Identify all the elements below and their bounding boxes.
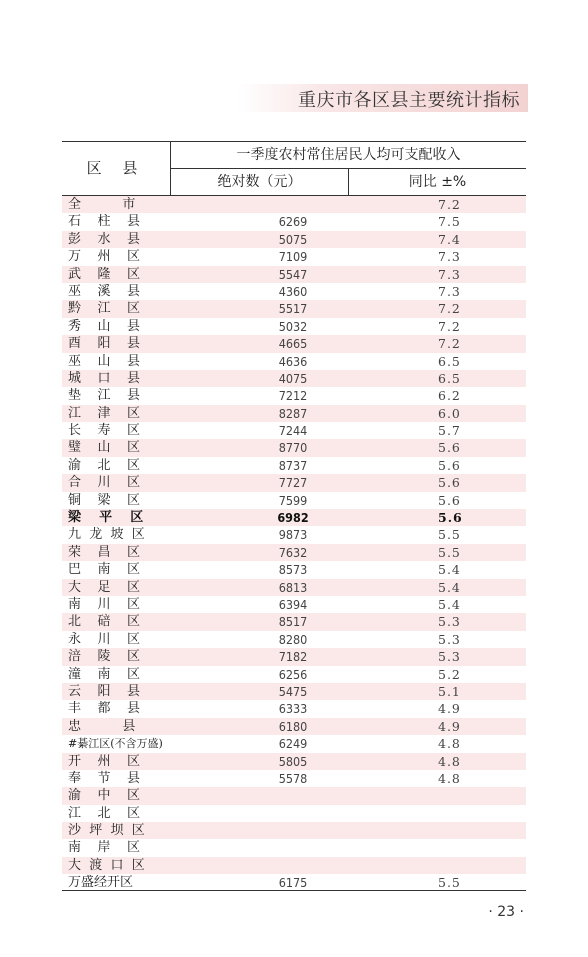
yoy-value: 7.5 <box>438 214 461 230</box>
absolute-value: 8737 <box>278 457 308 473</box>
table-row <box>62 439 526 456</box>
table-row <box>62 492 526 509</box>
absolute-value: 7109 <box>278 249 308 265</box>
yoy-value: 4.8 <box>438 736 461 752</box>
absolute-value: 6394 <box>278 596 308 612</box>
absolute-value: 5805 <box>278 753 308 769</box>
table-row <box>62 613 526 630</box>
yoy-value: 4.9 <box>438 701 461 717</box>
region-name: 江 北 区 <box>68 805 141 821</box>
yoy-value: 5.3 <box>438 631 461 647</box>
region-name: 奉 节 县 <box>68 770 141 786</box>
region-name: 万 州 区 <box>68 249 141 265</box>
absolute-value: 5578 <box>278 770 308 786</box>
region-name: 荣 昌 区 <box>68 544 141 560</box>
title-band <box>238 84 528 112</box>
region-name: 城 口 县 <box>68 370 141 386</box>
yoy-value: 7.2 <box>438 318 461 334</box>
region-name: 巫 溪 县 <box>68 283 141 299</box>
region-name: 大 足 区 <box>68 579 141 595</box>
yoy-value: 7.2 <box>438 197 461 212</box>
absolute-value: 8280 <box>278 631 308 647</box>
table-row <box>62 526 526 543</box>
region-name: 秀 山 县 <box>68 318 141 334</box>
yoy-value: 5.3 <box>438 614 461 630</box>
yoy-value: 5.6 <box>438 492 461 508</box>
yoy-value: 4.8 <box>438 770 461 786</box>
region-name: 梁 平 区 <box>68 510 144 526</box>
table-row <box>62 631 526 648</box>
absolute-value: 5547 <box>278 266 308 282</box>
region-name: 合 川 区 <box>68 475 141 491</box>
region-name: 北 碚 区 <box>68 614 141 630</box>
region-name: 渝 北 区 <box>68 457 141 473</box>
region-name: 云 阳 县 <box>68 683 141 699</box>
table-row <box>62 579 526 596</box>
absolute-value: 8770 <box>278 440 308 456</box>
table-row <box>62 248 526 265</box>
region-name: 九 龙 坡 区 <box>68 527 145 543</box>
table-row <box>62 370 526 387</box>
region-name: 南 岸 区 <box>68 840 141 856</box>
region-name: 长 寿 区 <box>68 423 141 439</box>
page-title: 重庆市各区县主要统计指标 <box>298 90 520 111</box>
table-row <box>62 509 526 526</box>
table-row <box>62 648 526 665</box>
table-row <box>62 839 526 856</box>
table-row <box>62 405 526 422</box>
absolute-value: 6333 <box>278 701 308 717</box>
absolute-value: 6180 <box>278 718 308 734</box>
table-row <box>62 196 526 213</box>
yoy-value: 4.9 <box>438 718 461 734</box>
absolute-value: 4075 <box>278 370 308 386</box>
yoy-value: 7.3 <box>438 249 461 265</box>
yoy-value: 6.2 <box>438 388 461 404</box>
table-row <box>62 770 526 787</box>
region-name: 渝 中 区 <box>68 788 141 804</box>
absolute-value: 5032 <box>278 318 308 334</box>
yoy-value: 5.7 <box>438 423 461 439</box>
table-row <box>62 666 526 683</box>
stats-table <box>62 141 526 892</box>
table-row <box>62 387 526 404</box>
absolute-value: 7244 <box>278 423 308 439</box>
absolute-value: 8287 <box>278 405 308 421</box>
absolute-value: 5475 <box>278 683 308 699</box>
yoy-value: 5.5 <box>438 527 461 543</box>
absolute-value: 4360 <box>278 283 308 299</box>
table-row <box>62 353 526 370</box>
yoy-value: 5.5 <box>438 544 461 560</box>
yoy-value: 6.5 <box>438 370 461 386</box>
region-name: 酉 阳 县 <box>68 336 141 352</box>
yoy-value: 5.6 <box>438 510 463 526</box>
table-row <box>62 266 526 283</box>
absolute-header: 绝对数（元） <box>217 174 302 190</box>
yoy-value: 7.2 <box>438 301 461 317</box>
absolute-value: 6813 <box>278 579 308 595</box>
table-row <box>62 422 526 439</box>
table-row <box>62 457 526 474</box>
absolute-value: 4665 <box>278 336 308 352</box>
region-name: 武 隆 区 <box>68 266 141 282</box>
region-name: 涪 陵 区 <box>68 649 141 665</box>
yoy-value: 5.1 <box>438 683 461 699</box>
yoy-header: 同比 ±% <box>408 174 467 190</box>
region-name: 彭 水 县 <box>68 231 141 247</box>
yoy-value: 6.0 <box>438 405 461 421</box>
region-name: 垫 江 县 <box>68 388 141 404</box>
region-name: #綦江区(不含万盛) <box>68 737 163 751</box>
absolute-value: 5075 <box>278 231 308 247</box>
region-name: 南 川 区 <box>68 596 141 612</box>
absolute-value: 7182 <box>278 649 308 665</box>
table-header <box>62 141 526 196</box>
absolute-value: 4636 <box>278 353 308 369</box>
region-name: 石 柱 县 <box>68 214 141 230</box>
table-row <box>62 213 526 230</box>
page-number: · 23 · <box>488 904 524 920</box>
yoy-value: 7.3 <box>438 283 461 299</box>
table-row <box>62 561 526 578</box>
table-row <box>62 805 526 822</box>
table-row <box>62 857 526 874</box>
absolute-value: 8517 <box>278 614 308 630</box>
region-name: 巴 南 区 <box>68 562 141 578</box>
table-row <box>62 318 526 335</box>
yoy-value: 5.3 <box>438 649 461 665</box>
absolute-value: 5517 <box>278 301 308 317</box>
region-name: 丰 都 县 <box>68 701 141 717</box>
absolute-value: 8573 <box>278 562 308 578</box>
region-name: 潼 南 区 <box>68 666 141 682</box>
absolute-value: 7599 <box>278 492 308 508</box>
absolute-value: 6982 <box>277 510 309 526</box>
absolute-value: 6269 <box>278 214 308 230</box>
yoy-value: 5.2 <box>438 666 461 682</box>
region-name: 忠 县 <box>68 718 136 734</box>
table-row <box>62 822 526 839</box>
region-name: 大 渡 口 区 <box>68 857 145 873</box>
region-name: 开 州 区 <box>68 753 141 769</box>
table-row <box>62 735 526 752</box>
yoy-value: 7.4 <box>438 231 461 247</box>
yoy-value: 5.6 <box>438 457 461 473</box>
table-row <box>62 753 526 770</box>
yoy-value: 5.4 <box>438 562 461 578</box>
region-name: 永 川 区 <box>68 631 141 647</box>
yoy-value: 5.5 <box>438 875 461 891</box>
region-name: 万盛经开区 <box>68 875 134 891</box>
table-row <box>62 335 526 352</box>
table-row <box>62 596 526 613</box>
yoy-value: 5.4 <box>438 579 461 595</box>
absolute-value: 6256 <box>278 666 308 682</box>
absolute-value: 6249 <box>278 736 308 752</box>
table-row <box>62 544 526 561</box>
table-row <box>62 283 526 300</box>
table-row <box>62 474 526 491</box>
region-name: 巫 山 县 <box>68 353 141 369</box>
bottom-rule <box>62 890 526 891</box>
group-header: 一季度农村常住居民人均可支配收入 <box>171 142 526 169</box>
absolute-value: 9873 <box>278 527 308 543</box>
region-name: 全 市 <box>68 197 136 212</box>
absolute-value: 7727 <box>278 475 308 491</box>
yoy-value: 7.3 <box>438 266 461 282</box>
yoy-value: 6.5 <box>438 353 461 369</box>
region-name: 铜 梁 区 <box>68 492 141 508</box>
table-row <box>62 231 526 248</box>
region-header: 区 县 <box>86 159 146 177</box>
region-name: 江 津 区 <box>68 405 141 421</box>
yoy-value: 4.8 <box>438 753 461 769</box>
table-row <box>62 300 526 317</box>
region-name: 璧 山 区 <box>68 440 141 456</box>
table-body <box>62 196 526 892</box>
yoy-value: 5.4 <box>438 596 461 612</box>
yoy-value: 7.2 <box>438 336 461 352</box>
table-row <box>62 700 526 717</box>
region-name: 沙 坪 坝 区 <box>68 823 145 839</box>
yoy-value: 5.6 <box>438 440 461 456</box>
table-row <box>62 683 526 700</box>
table-row <box>62 718 526 735</box>
absolute-value: 7212 <box>278 388 308 404</box>
table-row <box>62 787 526 804</box>
absolute-value: 7632 <box>278 544 308 560</box>
yoy-value: 5.6 <box>438 475 461 491</box>
region-name: 黔 江 区 <box>68 301 141 317</box>
absolute-value: 6175 <box>278 875 308 891</box>
